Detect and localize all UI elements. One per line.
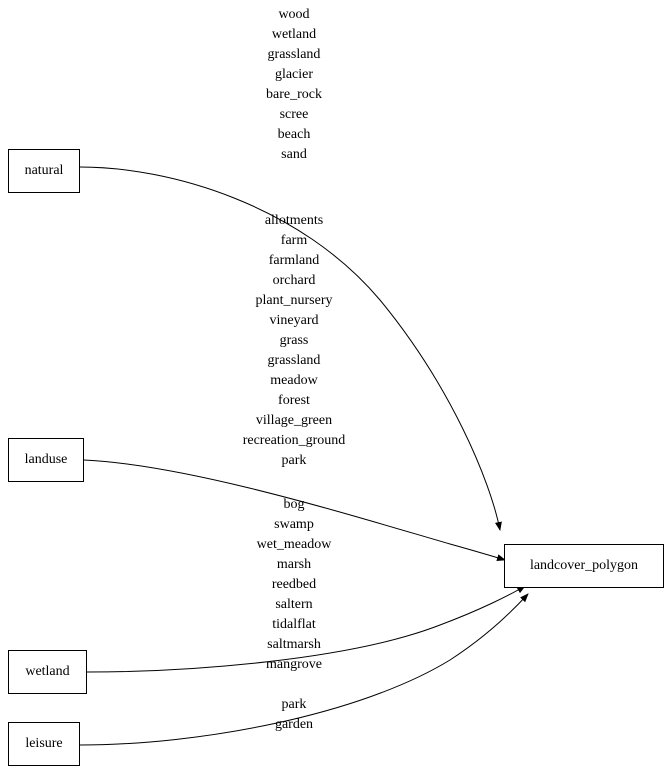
edge-label-item: tidalflat [272, 617, 316, 632]
edge-label-item: forest [278, 393, 310, 408]
edge-label-item: garden [274, 717, 314, 732]
edge-label-item: wetland [271, 27, 317, 42]
edge-label-item: farmland [268, 253, 320, 268]
node-natural[interactable] [8, 149, 80, 193]
edge-label-item: orchard [272, 273, 316, 288]
edge-label-item: bog [283, 497, 305, 512]
edge-label-item: village_green [255, 413, 333, 428]
edge-label-natural [232, 5, 356, 165]
edge-label-item: vineyard [269, 313, 319, 328]
node-wetland-label: wetland [25, 664, 70, 679]
edge-label-item: grassland [267, 353, 321, 368]
edge-label-item: swamp [274, 517, 314, 532]
node-wetland[interactable] [8, 650, 87, 694]
edge-label-landuse [222, 211, 366, 471]
node-natural-label: natural [24, 163, 64, 178]
edge-label-item: bare_rock [266, 87, 322, 102]
edge-label-item: reedbed [271, 577, 317, 592]
edge-label-item: grassland [267, 47, 321, 62]
edge-label-item: grass [279, 333, 309, 348]
node-landcover-polygon-label: landcover_polygon [529, 558, 639, 573]
node-leisure-label: leisure [25, 736, 63, 751]
edge-label-item: saltern [275, 597, 313, 612]
node-landuse[interactable] [8, 438, 84, 482]
edge-label-item: wet_meadow [256, 537, 332, 552]
edge-label-item: farm [280, 233, 308, 248]
edge-label-item: beach [277, 127, 311, 142]
node-landcover-polygon[interactable] [504, 544, 664, 588]
edge-label-item: sand [281, 147, 307, 162]
edge-label-item: park [281, 453, 307, 468]
edge-label-item: meadow [270, 373, 318, 388]
edge-label-item: allotments [264, 213, 324, 228]
edge-label-item: saltmarsh [267, 637, 321, 652]
edge-label-item: mangrove [266, 657, 322, 672]
edge-label-item: recreation_ground [242, 433, 346, 448]
edge-label-item: park [281, 697, 307, 712]
edge-label-item: marsh [276, 557, 312, 572]
edge-label-item: glacier [274, 67, 314, 82]
node-landuse-label: landuse [24, 452, 68, 467]
node-leisure[interactable] [8, 722, 80, 766]
edge-label-item: scree [279, 107, 309, 122]
edge-label-wetland [233, 495, 355, 675]
edge-label-leisure [244, 695, 344, 735]
edge-label-item: plant_nursery [255, 293, 333, 308]
edge-label-item: wood [278, 7, 310, 22]
